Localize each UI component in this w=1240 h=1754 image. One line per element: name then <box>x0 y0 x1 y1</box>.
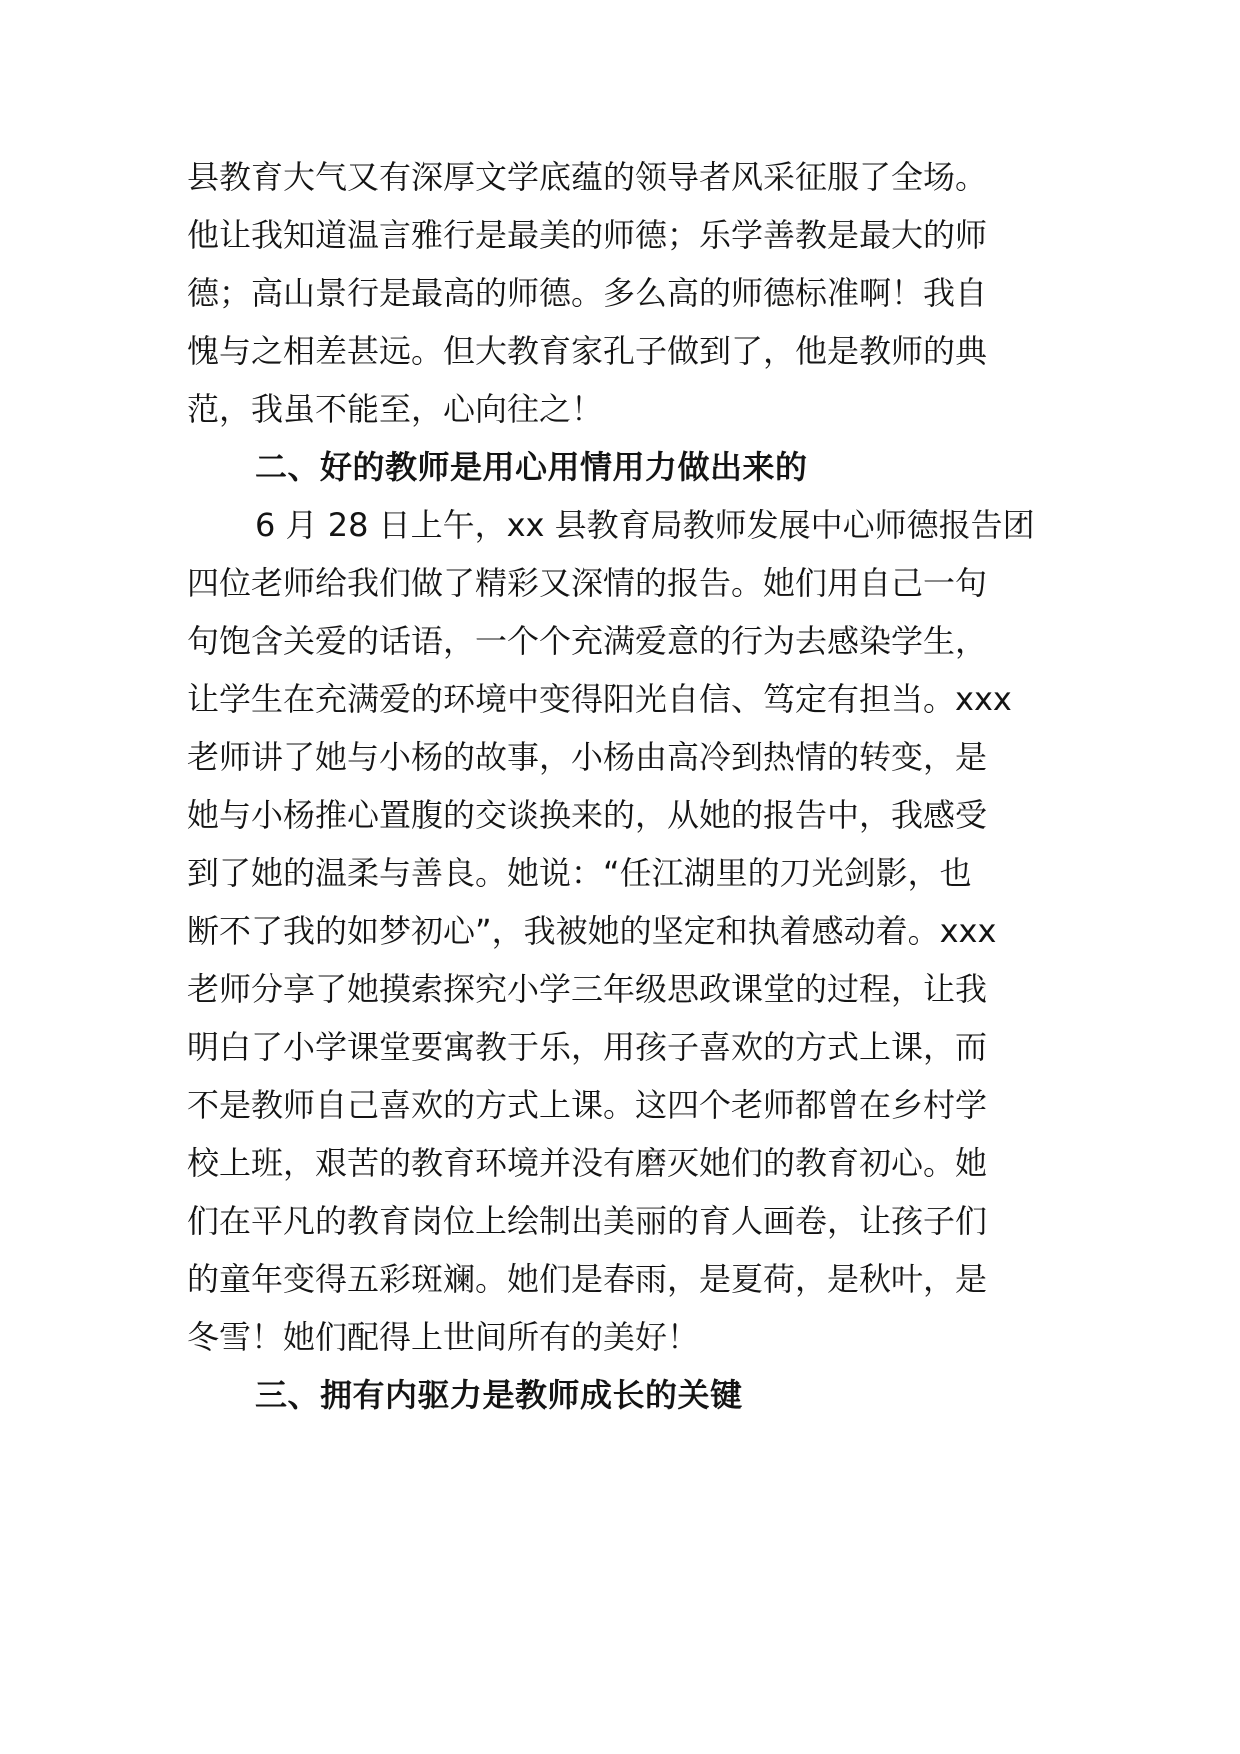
section-heading-3: 三、拥有内驱力是教师成长的关键 <box>255 1376 743 1414</box>
text-line: 冬雪！她们配得上世间所有的美好！ <box>187 1318 700 1356</box>
text-line: 德；高山景行是最高的师德。多么高的师德标准啊！我自 <box>187 274 988 312</box>
section-heading-2: 二、好的教师是用心用情用力做出来的 <box>255 448 808 486</box>
text-line: 句饱含关爱的话语，一个个充满爱意的行为去感染学生， <box>187 622 988 660</box>
text-line: 让学生在充满爱的环境中变得阳光自信、笃定有担当。xxx <box>187 680 1012 718</box>
text-line: 老师分享了她摸索探究小学三年级思政课堂的过程，让我 <box>187 970 988 1008</box>
text-line: 断不了我的如梦初心”，我被她的坚定和执着感动着。xxx <box>187 912 997 950</box>
text-line: 6 月 28 日上午，xx 县教育局教师发展中心师德报告团 <box>255 506 1035 544</box>
text-line: 校上班，艰苦的教育环境并没有磨灭她们的教育初心。她 <box>187 1144 988 1182</box>
text-line: 老师讲了她与小杨的故事，小杨由高冷到热情的转变，是 <box>187 738 988 776</box>
text-line: 不是教师自己喜欢的方式上课。这四个老师都曾在乡村学 <box>187 1086 988 1124</box>
text-line: 的童年变得五彩斑斓。她们是春雨，是夏荷，是秋叶，是 <box>187 1260 988 1298</box>
text-line: 们在平凡的教育岗位上绘制出美丽的育人画卷，让孩子们 <box>187 1202 988 1240</box>
text-line: 范，我虽不能至，心向往之！ <box>187 390 604 428</box>
text-line: 他让我知道温言雅行是最美的师德；乐学善教是最大的师 <box>187 216 988 254</box>
text-line: 四位老师给我们做了精彩又深情的报告。她们用自己一句 <box>187 564 988 602</box>
text-line: 县教育大气又有深厚文学底蕴的领导者风采征服了全场。 <box>187 158 988 196</box>
text-line: 到了她的温柔与善良。她说：“任江湖里的刀光剑影，也 <box>187 854 972 892</box>
text-line: 明白了小学课堂要寓教于乐，用孩子喜欢的方式上课，而 <box>187 1028 988 1066</box>
text-line: 她与小杨推心置腹的交谈换来的，从她的报告中，我感受 <box>187 796 988 834</box>
text-line: 愧与之相差甚远。但大教育家孔子做到了，他是教师的典 <box>187 332 988 370</box>
